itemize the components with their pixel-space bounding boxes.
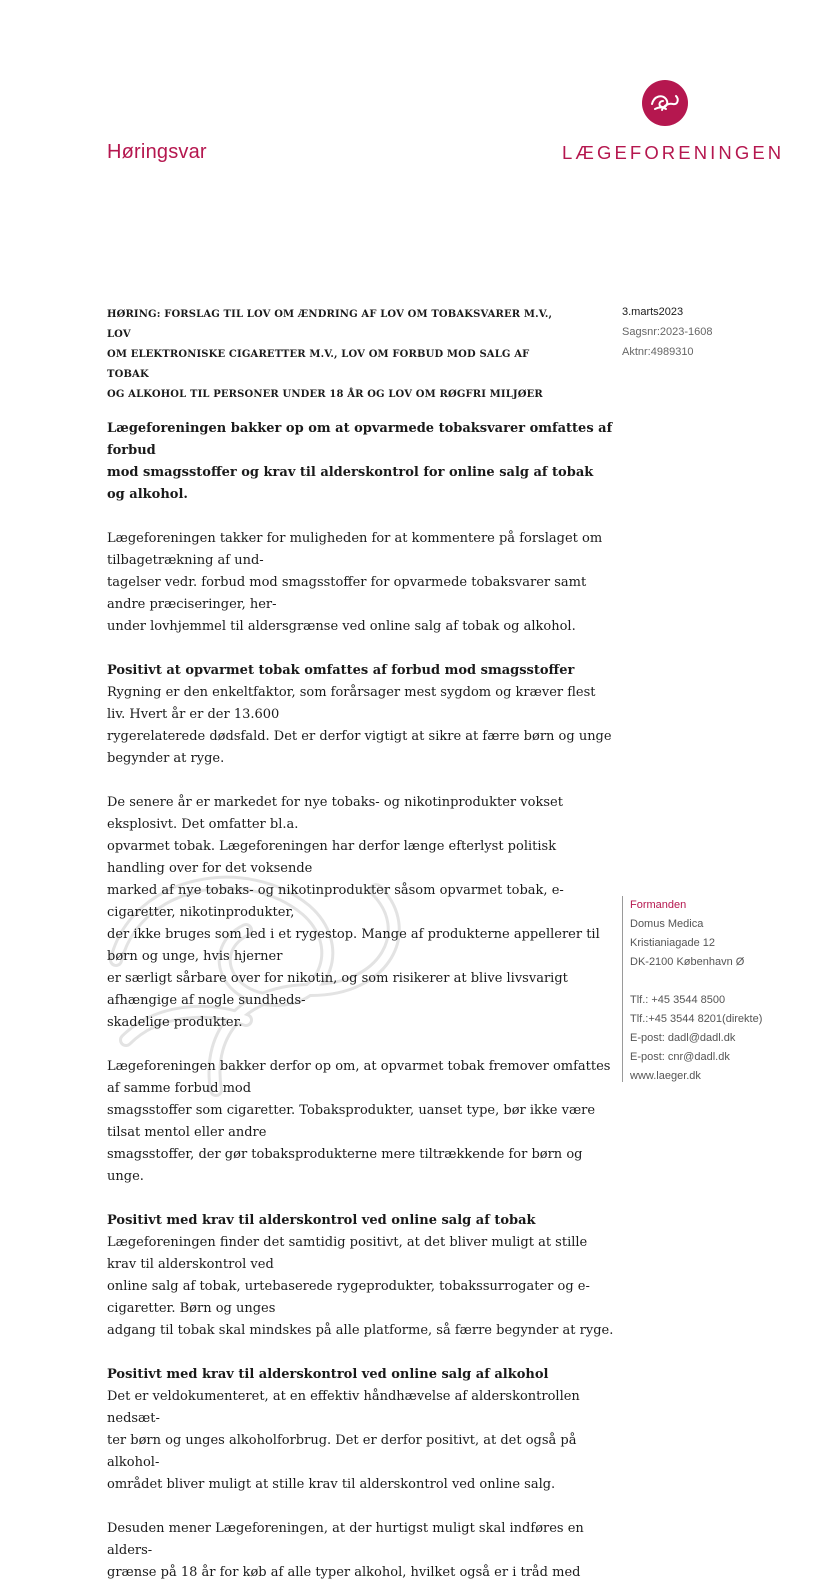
text-line: tagelser vedr. forbud mod smagsstoffer for opvarmede tobaksvarer samt andre præciseringer, her-	[107, 575, 587, 612]
document-type-title: Høringsvar	[107, 141, 207, 163]
subject-line: OG ALKOHOL TIL PERSONER UNDER 18 ÅR OG LOV OM RØGFRI MILJØER	[107, 389, 543, 400]
website-link[interactable]: www.laeger.dk	[630, 1070, 701, 1082]
address-line: Kristianiagade 12	[630, 937, 716, 949]
body-paragraph	[107, 682, 615, 770]
subject-line: OM ELEKTRONISKE CIGARETTER M.V., LOV OM FORBUD MOD SALG AF TOBAK	[107, 349, 530, 380]
document-date: 3.marts2023	[622, 306, 684, 318]
text-line: adgang til tobak skal mindskes på alle platforme, så færre begynder at ryge.	[107, 1323, 614, 1338]
email-link[interactable]: E-post: dadl@dadl.dk	[630, 1032, 736, 1044]
text-line: Lægeforeningen bakker op om at opvarmede tobaksvarer omfattes af forbud	[107, 421, 613, 458]
text-line: Lægeforeningen finder det samtidig positivt, at det bliver muligt at stille krav til alderskontrol ved	[107, 1235, 588, 1272]
sender-role: Formanden	[630, 899, 687, 911]
section-heading: Positivt med krav til alderskontrol ved online salg af tobak	[107, 1213, 536, 1228]
body-paragraph	[107, 792, 615, 1034]
text-line: under lovhjemmel til aldersgrænse ved online salg af tobak og alkohol.	[107, 619, 576, 634]
text-line: rygerelaterede dødsfald. Det er derfor vigtigt at sikre at færre børn og unge begynder at ryge.	[107, 729, 612, 766]
address-line: DK-2100 København Ø	[630, 956, 745, 968]
phone-direct: Tlf.:+45 3544 8201(direkte)	[630, 1013, 763, 1025]
text-line: opvarmet tobak. Lægeforeningen har derfor længe efterlyst politisk handling over for det voksende	[107, 839, 557, 876]
body-paragraph	[107, 1232, 615, 1342]
text-line: området bliver muligt at stille krav til alderskontrol ved online salg.	[107, 1477, 556, 1492]
case-number: Sagsnr:2023-1608	[622, 326, 713, 338]
sender-info	[622, 896, 762, 1082]
body-paragraph	[107, 1386, 615, 1496]
body-paragraph	[107, 1056, 615, 1188]
subject-line: HØRING: FORSLAG TIL LOV OM ÆNDRING AF LOV OM TOBAKSVARER M.V., LOV	[107, 309, 553, 340]
section-heading: Positivt at opvarmet tobak omfattes af forbud mod smagsstoffer	[107, 663, 575, 678]
text-line: Det er veldokumenteret, at en effektiv håndhævelse af alderskontrollen nedsæt-	[107, 1389, 580, 1426]
text-line: Rygning er den enkeltfaktor, som forårsager mest sygdom og kræver flest liv. Hvert år er der 13.600	[107, 685, 596, 722]
text-line: De senere år er markedet for nye tobaks- og nikotinprodukter vokset eksplosivt. Det omfatter bl.a.	[107, 795, 563, 832]
document-number: Aktnr:4989310	[622, 346, 694, 358]
text-line: skadelige produkter.	[107, 1015, 243, 1030]
text-line: grænse på 18 år for køb af alle typer alkohol, hvilket også er i tråd med	[107, 1565, 581, 1580]
text-line: der ikke bruges som led i et rygestop. Mange af produkterne appellerer til børn og unge, hvis hjerner	[107, 927, 600, 964]
phone-main: Tlf.: +45 3544 8500	[630, 994, 726, 1006]
text-line: smagsstoffer som cigaretter. Tobaksprodukter, uanset type, bør ikke være tilsat mentol eller andre	[107, 1103, 596, 1140]
text-line: ter børn og unges alkoholforbrug. Det er derfor positivt, at det også på alkohol-	[107, 1433, 577, 1470]
section-heading: Positivt med krav til alderskontrol ved online salg af alkohol	[107, 1367, 549, 1382]
hearing-subject	[107, 305, 567, 405]
text-line: Lægeforeningen bakker derfor op om, at opvarmet tobak fremover omfattes af samme forbud mod	[107, 1059, 611, 1096]
text-line: smagsstoffer, der gør tobaksprodukterne mere tiltrækkende for børn og unge.	[107, 1147, 583, 1184]
text-line: Desuden mener Lægeforeningen, at der hurtigst muligt skal indføres en alders-	[107, 1521, 584, 1558]
letter-body	[107, 418, 615, 1584]
text-line: online salg af tobak, urtebaserede rygeprodukter, tobakssurrogater og e-cigaretter. Børn og unges	[107, 1279, 590, 1316]
text-line: Lægeforeningen takker for muligheden for at kommentere på forslaget om tilbagetrækning af und-	[107, 531, 603, 568]
text-line: mod smagsstoffer og krav til alderskontrol for online salg af tobak og alkohol.	[107, 465, 594, 502]
laegeforeningen-logo-icon	[642, 80, 688, 126]
body-paragraph	[107, 1518, 615, 1584]
text-line: er særligt sårbare over for nikotin, og som risikerer at blive livsvarigt afhængige af nogle sundheds-	[107, 971, 568, 1008]
lead-paragraph	[107, 418, 615, 506]
email-link[interactable]: E-post: cnr@dadl.dk	[630, 1051, 730, 1063]
document-meta	[622, 302, 713, 362]
text-line: marked af nye tobaks- og nikotinprodukter såsom opvarmet tobak, e-cigaretter, nikotinprodukter,	[107, 883, 564, 920]
intro-paragraph	[107, 528, 615, 638]
address-line: Domus Medica	[630, 918, 704, 930]
organization-name: LÆGEFORENINGEN	[562, 142, 785, 163]
